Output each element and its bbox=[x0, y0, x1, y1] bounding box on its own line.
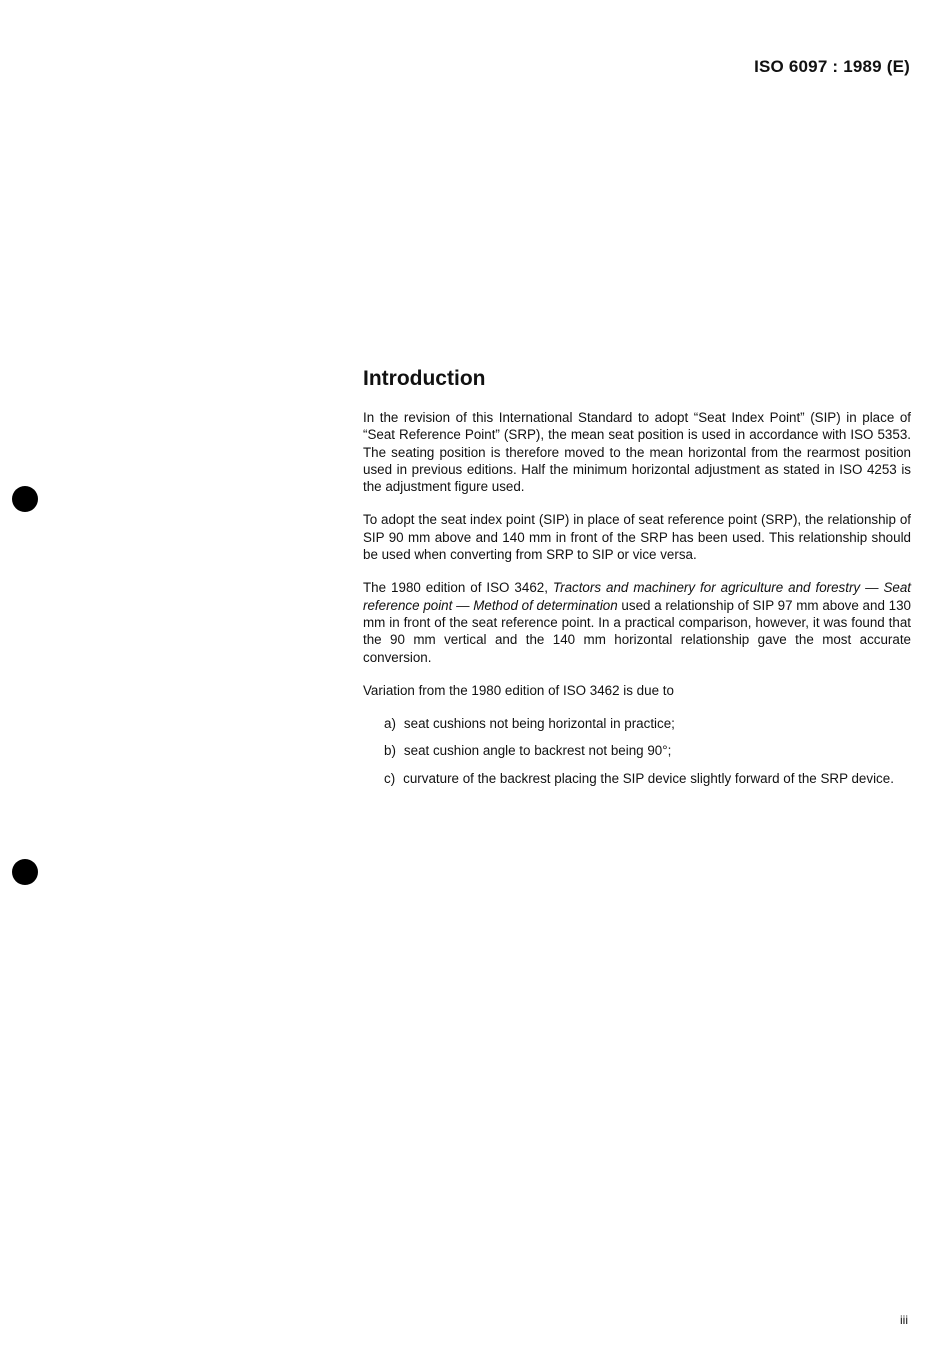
paragraph-3-text-start: The 1980 edition of ISO 3462, bbox=[363, 580, 553, 596]
paragraph-2: To adopt the seat index point (SIP) in place of seat reference point (SRP), the relationship of SIP 90 mm above and 140 mm in front of the SRP has been used. This relationship should be used when converting from SRP to SIP or vice versa. bbox=[363, 512, 911, 563]
punch-hole-upper bbox=[12, 486, 38, 512]
page-number: iii bbox=[900, 1313, 908, 1327]
punch-hole-lower bbox=[12, 859, 38, 885]
main-content bbox=[363, 366, 911, 797]
list-item-text: curvature of the backrest placing the SIP device slightly forward of the SRP device. bbox=[403, 770, 894, 786]
paragraph-3-title-italic: Tractors and machinery for agriculture and forestry — Seat reference point — Method of determination bbox=[363, 580, 911, 613]
list-item-text: seat cushion angle to backrest not being 90°; bbox=[403, 743, 672, 759]
list-item bbox=[384, 742, 911, 759]
paragraph-4: Variation from the 1980 edition of ISO 3462 is due to bbox=[363, 682, 674, 698]
paragraph-3-text-end: used a relationship of SIP 97 mm above and 130 mm in front of the seat reference point. In a practical comparison, however, it was found that the 90 mm vertical and the 140 mm horizontal relationship gave the most accurate conversion. bbox=[363, 597, 911, 665]
list-item-marker: a) bbox=[384, 716, 396, 732]
section-title: Introduction bbox=[363, 367, 486, 390]
paragraph-1: In the revision of this International Standard to adopt “Seat Index Point” (SIP) in place of “Seat Reference Point” (SRP), the mean seat position is used in accordance with ISO 5353. The seating position is therefore moved to the mean horizontal from the rearmost position used in previous editions. Half the minimum horizontal adjustment as stated in ISO 4253 is the adjustment figure used. bbox=[363, 410, 911, 495]
document-reference: ISO 6097 : 1989 (E) bbox=[754, 57, 910, 76]
paragraph-3 bbox=[363, 579, 911, 665]
list-item-marker: b) bbox=[384, 743, 396, 759]
list-item-text: seat cushions not being horizontal in practice; bbox=[403, 716, 675, 732]
list-item-marker: c) bbox=[384, 770, 396, 786]
list-item bbox=[384, 770, 911, 787]
list-item bbox=[384, 715, 911, 732]
variation-list bbox=[384, 715, 911, 787]
